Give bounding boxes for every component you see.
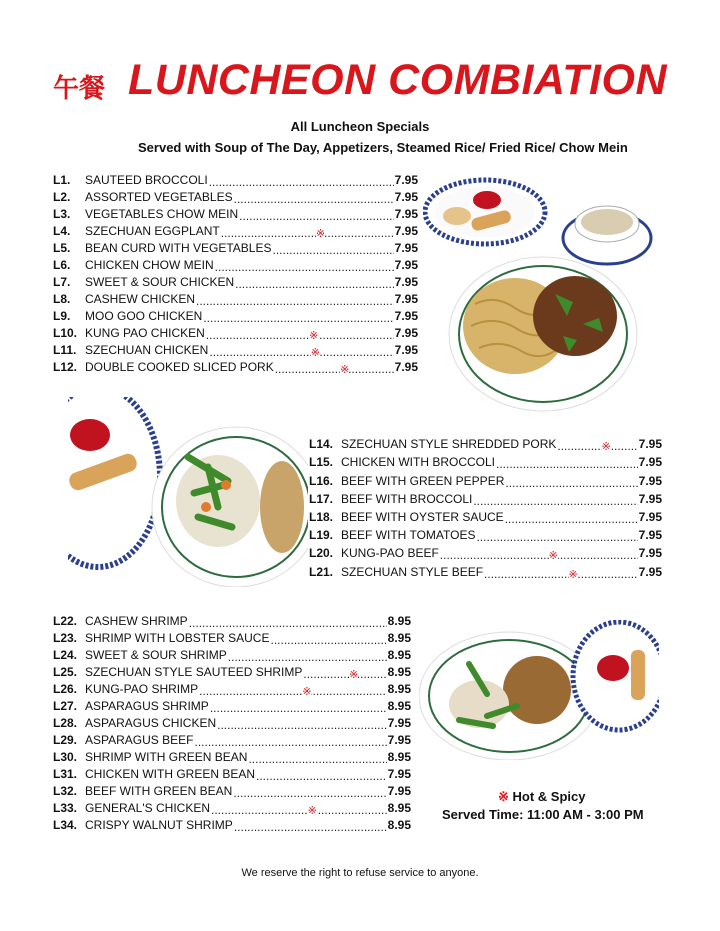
menu-item — [53, 611, 411, 628]
menu-item-name: SZECHUAN STYLE SAUTEED SHRIMP — [85, 665, 303, 679]
menu-item — [53, 747, 411, 764]
leader-dots — [476, 529, 637, 542]
leader-dots — [189, 615, 387, 628]
leader-dots — [496, 456, 638, 469]
menu-item — [53, 187, 418, 204]
menu-item-price: 7.95 — [638, 509, 662, 524]
menu-item-code: L28. — [53, 716, 78, 730]
leader-dots — [234, 191, 394, 204]
leader-dots — [235, 276, 394, 289]
leader-dots — [440, 547, 638, 560]
menu-item-name: KUNG-PAO SHRIMP — [85, 682, 199, 696]
menu-item — [53, 713, 411, 730]
menu-item-code: L8. — [53, 292, 71, 306]
menu-item-code: L3. — [53, 207, 71, 221]
menu-item-price: 8.95 — [387, 614, 411, 628]
menu-item — [53, 323, 418, 340]
menu-item-code: L17. — [309, 491, 334, 506]
spicy-icon: ..... ※ — [548, 550, 558, 561]
leader-dots — [194, 734, 386, 747]
menu-item-code: L32. — [53, 784, 78, 798]
subtitle-specials: All Luncheon Specials — [290, 119, 430, 134]
footer-note: We reserve the right to refuse service to anyone. — [241, 867, 479, 879]
menu-item-price: 8.95 — [387, 631, 411, 645]
leader-dots — [303, 666, 386, 679]
menu-item — [309, 433, 662, 451]
menu-item — [53, 645, 411, 662]
menu-item-price: 7.95 — [638, 564, 662, 579]
menu-item-code: L1. — [53, 173, 71, 187]
spicy-icon: ..... ※ — [307, 805, 317, 815]
menu-item-name: MOO GOO CHICKEN — [85, 309, 203, 323]
menu-item-price: 7.95 — [394, 275, 418, 289]
menu-section-shrimp — [53, 611, 411, 832]
leader-dots — [211, 802, 387, 815]
menu-item-price: 7.95 — [394, 292, 418, 306]
menu-item-price: 7.95 — [638, 437, 662, 452]
menu-section-pork-beef — [309, 433, 662, 579]
menu-item-name: VEGETABLES CHOW MEIN — [85, 207, 239, 221]
menu-item-name: GENERAL'S CHICKEN — [85, 801, 210, 815]
leader-dots — [270, 632, 386, 645]
menu-item-price: 7.95 — [394, 173, 418, 187]
spicy-icon: ..... ※ — [310, 347, 320, 357]
menu-item-code: L4. — [53, 224, 71, 238]
food-photo-chow-mein — [423, 176, 663, 413]
hot-spicy-label: Hot & Spicy — [512, 789, 586, 804]
menu-item-price: 8.95 — [387, 818, 411, 832]
leader-dots — [239, 208, 394, 221]
menu-item — [309, 560, 662, 578]
menu-item-name: KUNG PAO CHICKEN — [85, 326, 205, 340]
leader-dots — [210, 700, 387, 713]
menu-item-name: SAUTEED BROCCOLI — [85, 173, 208, 187]
menu-item-price: 7.95 — [394, 224, 418, 238]
menu-item-name: CHICKEN WITH GREEN BEAN — [85, 767, 256, 781]
menu-item — [53, 764, 411, 781]
appetizer-plate — [425, 180, 545, 244]
menu-item-price: 7.95 — [387, 716, 411, 730]
menu-item-name: SZECHUAN CHICKEN — [85, 343, 209, 357]
menu-item-price: 7.95 — [387, 784, 411, 798]
menu-item-code: L27. — [53, 699, 78, 713]
spicy-icon: ..... ※ — [315, 228, 326, 238]
menu-item-price: 7.95 — [638, 491, 662, 506]
menu-item — [53, 628, 411, 645]
menu-item-name: SZECHUAN STYLE BEEF — [341, 564, 484, 579]
menu-item-price: 7.95 — [394, 343, 418, 357]
menu-item — [309, 488, 662, 506]
food-photo-vegetables — [68, 397, 308, 587]
menu-item — [53, 781, 411, 798]
menu-item-price: 8.95 — [387, 801, 411, 815]
spicy-icon: ..... ※ — [340, 364, 350, 374]
menu-item-name: SWEET & SOUR CHICKEN — [85, 275, 235, 289]
leader-dots — [203, 310, 393, 323]
hot-spicy-legend — [498, 789, 586, 805]
leader-dots — [206, 327, 394, 340]
menu-item-code: L18. — [309, 509, 334, 524]
menu-item-price: 7.95 — [394, 326, 418, 340]
menu-item-name: CHICKEN CHOW MEIN — [85, 258, 214, 272]
menu-item — [309, 542, 662, 560]
spicy-icon: ※ — [498, 789, 509, 804]
spicy-icon: ..... ※ — [302, 686, 312, 696]
menu-item — [53, 798, 411, 815]
menu-item-name: SHRIMP WITH LOBSTER SAUCE — [85, 631, 270, 645]
menu-item-price: 7.95 — [387, 767, 411, 781]
menu-item-price: 8.95 — [387, 648, 411, 662]
menu-item — [53, 204, 418, 221]
menu-item-price: 7.95 — [638, 473, 662, 488]
spicy-icon: ..... ※ — [309, 330, 319, 340]
subtitle-served-with: Served with Soup of The Day, Appetizers, Steamed Rice/ Fried Rice/ Chow Mein — [138, 140, 628, 155]
menu-item — [309, 451, 662, 469]
leader-dots — [248, 751, 386, 764]
menu-item-name: CASHEW SHRIMP — [85, 614, 188, 628]
leader-dots — [196, 293, 394, 306]
appetizer-plate — [573, 622, 659, 730]
menu-item — [309, 524, 662, 542]
menu-item-name: ASPARAGUS SHRIMP — [85, 699, 209, 713]
menu-item-name: SWEET & SOUR SHRIMP — [85, 648, 227, 662]
menu-item-name: ASPARAGUS BEEF — [85, 733, 194, 747]
menu-item-code: L19. — [309, 528, 334, 543]
spicy-icon: ..... ※ — [349, 669, 359, 679]
menu-item-name: CASHEW CHICKEN — [85, 292, 196, 306]
menu-item-code: L7. — [53, 275, 71, 289]
leader-dots — [484, 566, 638, 579]
menu-item-code: L22. — [53, 614, 78, 628]
menu-item-price: 7.95 — [394, 309, 418, 323]
appetizer-plate — [68, 397, 160, 567]
leader-dots — [199, 683, 387, 696]
spicy-icon: ..... ※ — [568, 568, 578, 579]
menu-item-code: L6. — [53, 258, 71, 272]
menu-item — [53, 289, 418, 306]
menu-item-price: 8.95 — [387, 665, 411, 679]
entree-plate — [419, 632, 599, 760]
leader-dots — [473, 493, 637, 506]
menu-item-code: L16. — [309, 473, 334, 488]
menu-item-name: BEEF WITH BROCCOLI — [341, 491, 473, 506]
menu-item — [53, 662, 411, 679]
menu-item — [53, 696, 411, 713]
leader-dots — [505, 475, 637, 488]
menu-item — [53, 357, 418, 374]
menu-item-code: L12. — [53, 360, 78, 374]
menu-item-code: L25. — [53, 665, 78, 679]
leader-dots — [221, 225, 394, 238]
leader-dots — [256, 768, 387, 781]
leader-dots — [217, 717, 387, 730]
menu-item — [53, 238, 418, 255]
entree-plate — [449, 257, 637, 411]
menu-item-code: L23. — [53, 631, 78, 645]
menu-section-vegetable-chicken — [53, 170, 418, 374]
menu-item-name: SZECHUAN STYLE SHREDDED PORK — [341, 437, 557, 452]
menu-item-name: BEEF WITH GREEN PEPPER — [341, 473, 505, 488]
menu-item-code: L31. — [53, 767, 78, 781]
menu-item — [53, 730, 411, 747]
menu-item-price: 7.95 — [387, 733, 411, 747]
menu-item — [53, 272, 418, 289]
leader-dots — [233, 785, 386, 798]
menu-item-name: BEEF WITH GREEN BEAN — [85, 784, 233, 798]
page-title: LUNCHEON COMBIATION — [128, 56, 668, 104]
menu-item-code: L21. — [309, 564, 334, 579]
leader-dots — [228, 649, 387, 662]
menu-item-name: KUNG-PAO BEEF — [341, 546, 439, 561]
leader-dots — [275, 361, 394, 374]
menu-item-code: L24. — [53, 648, 78, 662]
menu-item-code: L11. — [53, 343, 77, 357]
menu-item-price: 7.95 — [638, 546, 662, 561]
menu-item-price: 7.95 — [394, 258, 418, 272]
food-photo-shrimp — [419, 620, 659, 760]
menu-item-price: 7.95 — [394, 241, 418, 255]
menu-item — [53, 340, 418, 357]
menu-item-code: L30. — [53, 750, 78, 764]
menu-item-price: 8.95 — [387, 682, 411, 696]
menu-item-name: DOUBLE COOKED SLICED PORK — [85, 360, 274, 374]
menu-item-name: CRISPY WALNUT SHRIMP — [85, 818, 233, 832]
menu-item-code: L2. — [53, 190, 71, 204]
menu-item-code: L10. — [53, 326, 78, 340]
leader-dots — [272, 242, 393, 255]
title-chinese: 午餐 — [53, 74, 106, 104]
menu-item-code: L33. — [53, 801, 78, 815]
menu-item — [53, 679, 411, 696]
menu-item-name: BEEF WITH OYSTER SAUCE — [341, 509, 504, 524]
menu-item — [309, 469, 662, 487]
leader-dots — [557, 438, 637, 451]
menu-item-price: 7.95 — [638, 455, 662, 470]
menu-item-price: 7.95 — [638, 528, 662, 543]
served-time: Served Time: 11:00 AM - 3:00 PM — [442, 807, 644, 822]
menu-item — [309, 506, 662, 524]
menu-item-price: 7.95 — [394, 207, 418, 221]
menu-item-name: BEEF WITH TOMATOES — [341, 528, 476, 543]
menu-item-code: L15. — [309, 455, 334, 470]
menu-item-code: L5. — [53, 241, 71, 255]
spicy-icon: ..... ※ — [601, 441, 611, 452]
menu-item-name: ASSORTED VEGETABLES — [85, 190, 233, 204]
menu-item — [53, 170, 418, 187]
menu-item-code: L9. — [53, 309, 71, 323]
menu-item-code: L26. — [53, 682, 78, 696]
menu-item-name: SHRIMP WITH GREEN BEAN — [85, 750, 248, 764]
menu-item-name: CHICKEN WITH BROCCOLI — [341, 455, 496, 470]
menu-item — [53, 255, 418, 272]
entree-plate — [152, 427, 308, 587]
leader-dots — [505, 511, 638, 524]
menu-item-code: L14. — [309, 437, 334, 452]
menu-item — [53, 306, 418, 323]
leader-dots — [209, 344, 393, 357]
menu-item-price: 7.95 — [394, 360, 418, 374]
menu-item-name: SZECHUAN EGGPLANT — [85, 224, 220, 238]
soup-bowl — [563, 206, 651, 264]
leader-dots — [209, 174, 394, 187]
menu-item-name: ASPARAGUS CHICKEN — [85, 716, 217, 730]
menu-item-code: L34. — [53, 818, 78, 832]
menu-item-code: L20. — [309, 546, 334, 561]
leader-dots — [215, 259, 394, 272]
menu-item-name: BEAN CURD WITH VEGETABLES — [85, 241, 272, 255]
leader-dots — [234, 819, 387, 832]
menu-item-code: L29. — [53, 733, 78, 747]
menu-item-price: 7.95 — [394, 190, 418, 204]
menu-item — [53, 815, 411, 832]
menu-item-price: 8.95 — [387, 750, 411, 764]
menu-item-price: 8.95 — [387, 699, 411, 713]
menu-item — [53, 221, 418, 238]
